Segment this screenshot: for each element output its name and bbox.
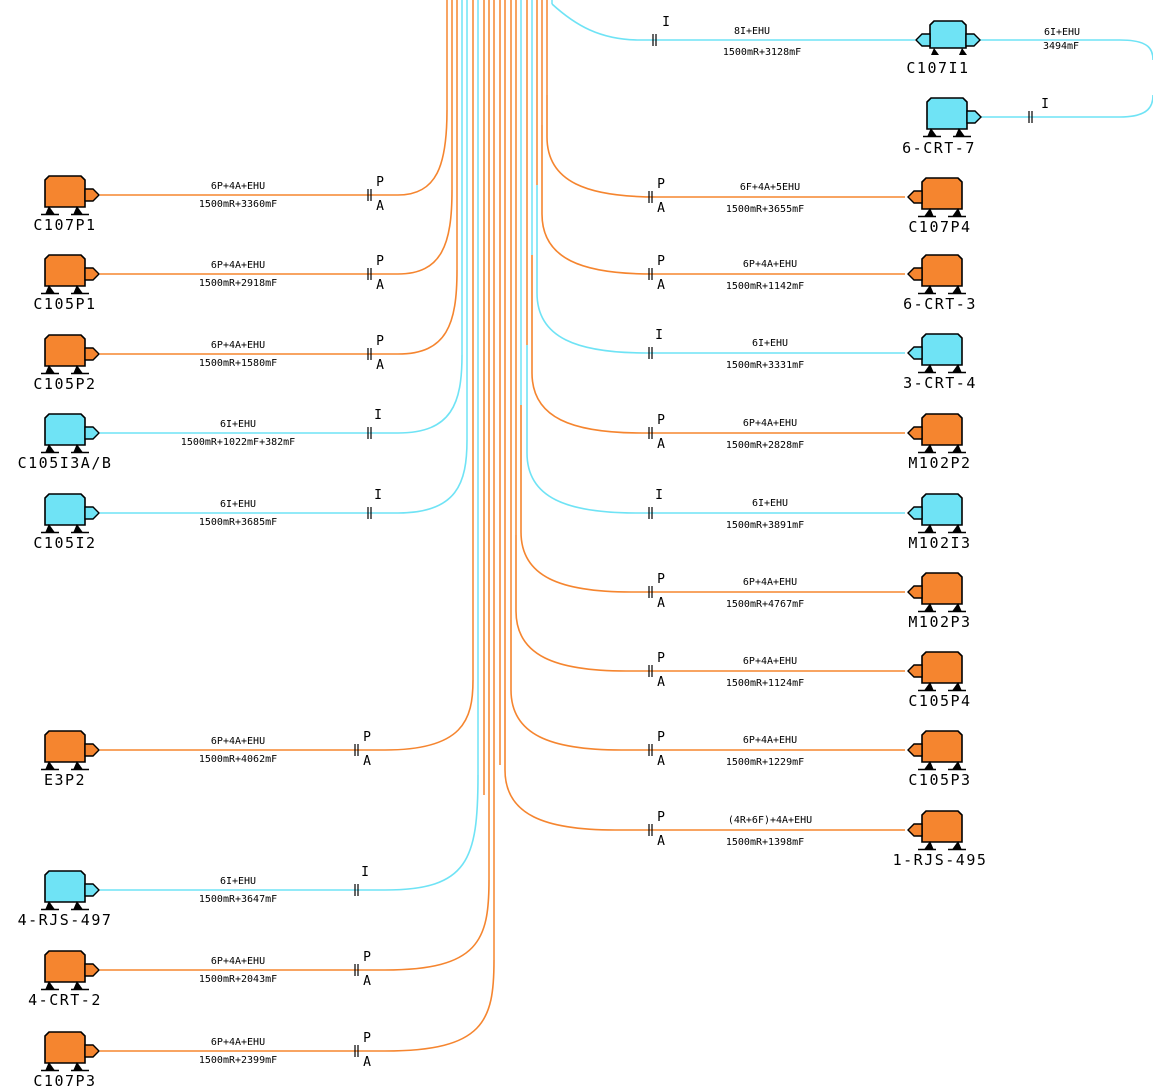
tag-a: A [376, 278, 384, 293]
line-spec-top: (4R+6F)+4A+EHU [727, 815, 813, 826]
well-c105p3 [908, 731, 966, 770]
line-spec-top: 6I+EHU [1043, 27, 1081, 38]
line-spec-top: 6I+EHU [219, 876, 257, 887]
line-spec-bottom: 1500mR+3331mF [725, 360, 805, 371]
well-label: C105P4 [908, 692, 972, 710]
line-spec-top: 6P+4A+EHU [210, 260, 266, 271]
flowline-bend [385, 960, 494, 1051]
well-m102p2 [908, 414, 966, 453]
line-spec-top: 6P+4A+EHU [210, 736, 266, 747]
line-spec-bottom: 1500mR+1398mF [725, 837, 805, 848]
line-spec-bottom: 1500mR+1580mF [198, 358, 278, 369]
well-4-crt-2 [41, 951, 99, 990]
line-spec-bottom: 1500mR+1229mF [725, 757, 805, 768]
well-c107p1 [41, 176, 99, 215]
tag-a: A [657, 201, 665, 216]
flowline [547, 95, 905, 197]
tag-p: P [363, 950, 371, 965]
well-c105p1 [41, 255, 99, 294]
flowline [542, 125, 905, 274]
well-c105p2 [41, 335, 99, 374]
tag-i: I [1041, 97, 1049, 112]
tag-a: A [657, 596, 665, 611]
line-spec-bottom: 1500mR+1124mF [725, 678, 805, 689]
flowline-bend [398, 190, 452, 274]
well-label: C107P3 [33, 1072, 97, 1090]
tag-p: P [657, 572, 665, 587]
tag-p: P [376, 334, 384, 349]
tag-a: A [376, 358, 384, 373]
flowline-bend [398, 440, 467, 513]
line-spec-top: 6I+EHU [751, 498, 789, 509]
tag-i: I [662, 15, 670, 30]
flowline [511, 620, 905, 750]
tag-i: I [655, 328, 663, 343]
flowline [532, 255, 905, 433]
well-label: M102I3 [908, 534, 972, 552]
well-3-crt-4 [908, 334, 966, 373]
line-spec-bottom: 1500mR+4062mF [198, 754, 278, 765]
well-m102p3 [908, 573, 966, 612]
tag-a: A [363, 974, 371, 989]
tag-p: P [657, 413, 665, 428]
line-spec-top: 6P+4A+EHU [210, 956, 266, 967]
line-spec-top: 8I+EHU [733, 26, 771, 37]
line-spec-top: 6I+EHU [219, 419, 257, 430]
line-spec-top: 6P+4A+EHU [742, 418, 798, 429]
well-c107i1 [916, 21, 980, 55]
well-label: C107P4 [908, 218, 972, 236]
line-spec-top: 6P+4A+EHU [742, 259, 798, 270]
well-label: E3P2 [43, 771, 87, 789]
labels [18, 15, 1080, 1090]
well-c105i2 [41, 494, 99, 533]
line-spec-bottom: 1500mR+1142mF [725, 281, 805, 292]
line-spec-top: 6F+4A+5EHU [739, 182, 801, 193]
tag-i: I [374, 408, 382, 423]
well-label: 3-CRT-4 [903, 374, 977, 392]
tag-a: A [657, 437, 665, 452]
well-c105p4 [908, 652, 966, 691]
tag-p: P [376, 175, 384, 190]
well-label: C105P3 [908, 771, 972, 789]
line-spec-bottom: 1500mR+2918mF [198, 278, 278, 289]
line-spec-bottom: 1500mR+3128mF [722, 47, 802, 58]
flowline-bend [1120, 95, 1153, 117]
flowline [516, 535, 905, 671]
line-spec-bottom: 3494mF [1042, 41, 1080, 52]
flowline-bend [385, 680, 473, 750]
tag-p: P [657, 730, 665, 745]
well-1-rjs-495 [908, 811, 966, 850]
line-spec-bottom: 1500mR+3360mF [198, 199, 278, 210]
tag-i: I [655, 488, 663, 503]
well-c107p4 [908, 178, 966, 217]
tag-a: A [657, 834, 665, 849]
flowline [505, 690, 905, 830]
tag-p: P [363, 730, 371, 745]
tag-p: P [657, 810, 665, 825]
flowline-bend [398, 110, 447, 195]
line-spec-bottom: 1500mR+1022mF+382mF [180, 437, 296, 448]
tag-a: A [657, 278, 665, 293]
well-e3p2 [41, 731, 99, 770]
line-spec-top: 6I+EHU [219, 499, 257, 510]
flowline [527, 345, 905, 513]
flowline-bend [385, 880, 489, 970]
flowline-bend [385, 775, 478, 890]
line-spec-top: 6P+4A+EHU [742, 656, 798, 667]
tag-a: A [657, 675, 665, 690]
line-spec-top: 6P+4A+EHU [742, 577, 798, 588]
well-m102i3 [908, 494, 966, 533]
flowline-bend [1120, 40, 1153, 60]
tag-i: I [374, 488, 382, 503]
line-spec-bottom: 1500mR+3685mF [198, 517, 278, 528]
line-spec-bottom: 1500mR+2043mF [198, 974, 278, 985]
well-label: C107P1 [33, 216, 97, 234]
line-spec-top: 6I+EHU [751, 338, 789, 349]
line-spec-bottom: 1500mR+2828mF [725, 440, 805, 451]
well-label: 6-CRT-3 [903, 295, 977, 313]
line-spec-bottom: 1500mR+4767mF [725, 599, 805, 610]
line-spec-top: 6P+4A+EHU [210, 1037, 266, 1048]
well-6-crt-3 [908, 255, 966, 294]
tag-p: P [657, 254, 665, 269]
well-label: C107I1 [906, 59, 970, 77]
well-label: 4-CRT-2 [28, 991, 102, 1009]
well-label: C105I2 [33, 534, 97, 552]
line-spec-top: 6P+4A+EHU [210, 181, 266, 192]
well-label: C105I3A/B [17, 454, 113, 472]
tag-a: A [376, 199, 384, 214]
well-4-rjs-497 [41, 871, 99, 910]
line-spec-bottom: 1500mR+3891mF [725, 520, 805, 531]
well-label: M102P3 [908, 613, 972, 631]
tag-i: I [361, 865, 369, 880]
well-label: C105P2 [33, 375, 97, 393]
well-label: 6-CRT-7 [902, 139, 976, 157]
tag-a: A [363, 754, 371, 769]
riser-bundle [447, 0, 552, 960]
line-spec-bottom: 1500mR+3655mF [725, 204, 805, 215]
tag-p: P [657, 177, 665, 192]
line-spec-top: 6P+4A+EHU [742, 735, 798, 746]
tag-a: A [363, 1055, 371, 1070]
well-label: 1-RJS-495 [892, 851, 988, 869]
well-c105i3a-b [41, 414, 99, 453]
tag-p: P [657, 651, 665, 666]
tag-p: P [363, 1031, 371, 1046]
flowline-bend [398, 270, 457, 354]
well-label: 4-RJS-497 [17, 911, 113, 929]
tag-p: P [376, 254, 384, 269]
well-c107p3 [41, 1032, 99, 1071]
flowline-bend [398, 355, 462, 433]
line-spec-bottom: 1500mR+2399mF [198, 1055, 278, 1066]
line-spec-bottom: 1500mR+3647mF [198, 894, 278, 905]
line-spec-top: 6P+4A+EHU [210, 340, 266, 351]
well-label: C105P1 [33, 295, 97, 313]
well-6-crt-7 [923, 98, 981, 137]
tag-a: A [657, 754, 665, 769]
well-label: M102P2 [908, 454, 972, 472]
